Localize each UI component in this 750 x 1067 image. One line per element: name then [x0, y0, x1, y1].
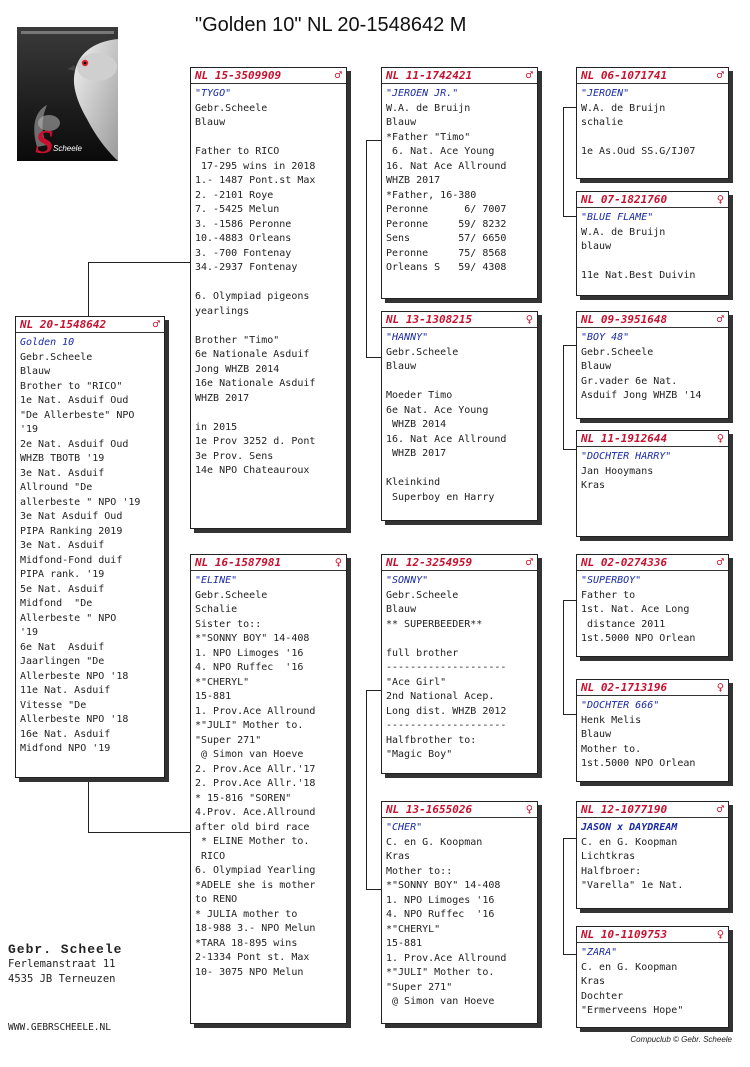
- ring-number: NL 16-1587981: [195, 556, 282, 569]
- ring-number: NL 09-3951648: [581, 313, 668, 326]
- sex-symbol: ♂: [716, 312, 724, 326]
- pedigree-card-father-father: [381, 67, 538, 299]
- connector-line: [563, 345, 577, 346]
- connector-line: [366, 140, 367, 358]
- pedigree-card-mff: [576, 554, 729, 657]
- pigeon-name: "SUPERBOY": [581, 575, 642, 586]
- ring-number: NL 11-1742421: [386, 69, 473, 82]
- sex-symbol: ♀: [716, 192, 724, 206]
- pigeon-name: "BLUE FLAME": [581, 212, 654, 223]
- pedigree-card-mmm: [576, 926, 729, 1028]
- connector-line: [88, 832, 191, 833]
- ring-number: NL 12-1077190: [581, 803, 668, 816]
- pigeon-details: Gebr.Scheele Blauw Father to RICO 17-295 wins in 2018 1.- 1487 Pont.st Max 2. -2101 Roye 7. -5425 Melun 3. -1586 Peronne 10.-4883 Orleans 3. -700 Fontenay 34.-2937 Fontenay 6. Olympiad pigeons yearlings Brother "Timo" 6e Nationale Asduif Jong WHZB 2014 16e Nationale Asduif WHZB 2017 in 2015 1e Prov 3252 d. Pont 3e Prov. Sens 14e NPO Chateauroux: [195, 102, 316, 476]
- ring-number: NL 13-1308215: [386, 313, 473, 326]
- pedigree-card-father: [190, 67, 347, 529]
- owner-name: Gebr. Scheele: [8, 942, 123, 957]
- pigeon-name: "JEROEN": [581, 88, 630, 99]
- sex-symbol: ♀: [716, 431, 724, 445]
- pedigree-card-fmf: [576, 311, 729, 419]
- sex-symbol: ♀: [334, 555, 342, 569]
- sex-symbol: ♂: [716, 802, 724, 816]
- pigeon-name: "HANNY": [386, 332, 429, 343]
- footer-credit: Compuclub © Gebr. Scheele: [630, 1035, 732, 1044]
- pigeon-details: Father to 1st. Nat. Ace Long distance 2011 1st.5000 NPO Orlean: [581, 589, 696, 644]
- sex-symbol: ♂: [716, 68, 724, 82]
- connector-line: [88, 262, 191, 263]
- pigeon-name: JASON x DAYDREAM: [581, 822, 678, 833]
- connector-line: [563, 600, 564, 715]
- connector-line: [366, 690, 382, 691]
- pigeon-name: "BOY 48": [581, 332, 630, 343]
- ring-number: NL 02-0274336: [581, 556, 668, 569]
- connector-line: [366, 357, 382, 358]
- owner-address-city: 4535 JB Terneuzen: [8, 973, 116, 985]
- connector-line: [366, 690, 367, 890]
- sex-symbol: ♂: [525, 555, 533, 569]
- connector-line: [563, 449, 577, 450]
- connector-line: [563, 600, 577, 601]
- ring-number: NL 11-1912644: [581, 432, 668, 445]
- sex-symbol: ♀: [716, 680, 724, 694]
- ring-number: NL 06-1071741: [581, 69, 668, 82]
- pigeon-name: "SONNY": [386, 575, 429, 586]
- pigeon-name: "JEROEN JR.": [386, 88, 459, 99]
- ring-number: NL 13-1655026: [386, 803, 473, 816]
- pigeon-name: Golden 10: [20, 337, 75, 348]
- svg-text:S: S: [35, 124, 54, 161]
- pigeon-details: Gebr.Scheele Schalie Sister to:: *"SONNY BOY" 14-408 1. NPO Limoges '16 4. NPO Ruffec '16 *"CHERYL" 15-881 1. Prov.Ace Allround *"JULI" Mother to. "Super 271" @ Simon van Hoeve 2. Prov.Ace Allr.'17 2. Prov.Ace Allr.'18 * 15-816 "SOREN" 4.Prov. Ace.Allround after old bird race * ELINE Mother to. RICO 6. Olympiad Yearling *ADELE she is mother to RENO * JULIA mother to 18-988 3.- NPO Melun *TARA 18-895 wins 2-1334 Pont st. Max 10- 3075 NPO Melun: [195, 589, 316, 978]
- pedigree-card-mother-father: [381, 554, 538, 774]
- ring-number: NL 07-1821760: [581, 193, 668, 206]
- pigeon-details: Gebr.Scheele Blauw Brother to "RICO" 1e Nat. Asduif Oud "De Allerbeste" NPO '19 2e Nat. Asduif Oud WHZB TBOTB '19 3e Nat. Asduif Allround "De allerbeste " NPO '19 3e Nat Asduif Oud PIPA Ranking 2019 3e Nat. Asduif Midfond-Fond duif PIPA rank. '19 5e Nat. Asduif Midfond "De Allerbeste " NPO '19 6e Nat Asduif Jaarlingen "De Allerbeste NPO '18 11e Nat. Asduif Vitesse "De Allerbeste NPO '18 16e Nat. Asduif Midfond NPO '19: [20, 351, 141, 754]
- connector-line: [88, 262, 89, 318]
- connector-line: [563, 107, 577, 108]
- connector-line: [563, 107, 564, 217]
- pigeon-logo: [17, 27, 118, 161]
- pigeon-details: C. en G. Koopman Lichtkras Halfbroer: "Varella" 1e Nat.: [581, 836, 684, 891]
- ring-number: NL 15-3509909: [195, 69, 282, 82]
- pedigree-card-mmf: [576, 801, 729, 909]
- pedigree-card-mfm: [576, 679, 729, 782]
- connector-line: [366, 889, 382, 890]
- connector-line: [88, 776, 89, 833]
- ring-number: NL 12-3254959: [386, 556, 473, 569]
- connector-line: [366, 140, 382, 141]
- pigeon-details: W.A. de Bruijn blauw 11e Nat.Best Duivin: [581, 226, 696, 281]
- ring-number: NL 20-1548642: [20, 318, 107, 331]
- website-link[interactable]: WWW.GEBRSCHEELE.NL: [8, 1022, 111, 1033]
- sex-symbol: ♀: [716, 927, 724, 941]
- pedigree-card-mother-mother: [381, 801, 538, 1024]
- pigeon-name: "TYGO": [195, 88, 232, 99]
- pigeon-details: C. en G. Koopman Kras Dochter "Ermerveens Hope": [581, 961, 684, 1016]
- pedigree-title: "Golden 10" NL 20-1548642 M: [195, 14, 467, 36]
- connector-line: [563, 714, 577, 715]
- pigeon-name: "ELINE": [195, 575, 238, 586]
- sex-symbol: ♂: [334, 68, 342, 82]
- pigeon-details: W.A. de Bruijn schalie 1e As.Oud SS.G/IJ07: [581, 102, 696, 157]
- sex-symbol: ♂: [152, 317, 160, 331]
- pigeon-name: "CHER": [386, 822, 423, 833]
- pedigree-card-fff: [576, 67, 729, 179]
- ring-number: NL 02-1713196: [581, 681, 668, 694]
- pedigree-card-ffm: [576, 191, 729, 296]
- pedigree-card-fmm: [576, 430, 729, 537]
- connector-line: [563, 954, 577, 955]
- owner-info: [8, 942, 122, 987]
- connector-line: [563, 216, 577, 217]
- logo-text: Scheele: [53, 144, 82, 153]
- pigeon-details: Jan Hooymans Kras: [581, 465, 654, 491]
- sex-symbol: ♀: [525, 312, 533, 326]
- pigeon-details: C. en G. Koopman Kras Mother to:: *"SONNY BOY" 14-408 1. NPO Limoges '16 4. NPO Ruffec '16 *"CHERYL" 15-881 1. Prov.Ace Allround *"JULI" Mother to. "Super 271" @ Simon van Hoeve: [386, 836, 507, 1007]
- pedigree-card-father-mother: [381, 311, 538, 521]
- pigeon-name: "ZARA": [581, 947, 618, 958]
- ring-number: NL 10-1109753: [581, 928, 668, 941]
- pigeon-details: Gebr.Scheele Blauw ** SUPERBEEDER** full brother -------------------- "Ace Girl" 2nd National Acep. Long dist. WHZB 2012 -------------------- Halfbrother to: "Magic Boy": [386, 589, 507, 760]
- connector-line: [563, 345, 564, 450]
- connector-line: [563, 838, 564, 955]
- owner-address-street: Ferlemanstraat 11: [8, 958, 116, 970]
- sex-symbol: ♂: [716, 555, 724, 569]
- sex-symbol: ♂: [525, 68, 533, 82]
- pigeon-details: Henk Melis Blauw Mother to. 1st.5000 NPO Orlean: [581, 714, 696, 769]
- pigeon-name: "DOCHTER HARRY": [581, 451, 672, 462]
- pigeon-name: "DOCHTER 666": [581, 700, 660, 711]
- pedigree-card-mother: [190, 554, 347, 1024]
- pigeon-details: Gebr.Scheele Blauw Moeder Timo 6e Nat. Ace Young WHZB 2014 16. Nat Ace Allround WHZB 2017 Kleinkind Superboy en Harry: [386, 346, 507, 503]
- sex-symbol: ♀: [525, 802, 533, 816]
- pigeon-details: W.A. de Bruijn Blauw *Father "Timo" 6. Nat. Ace Young 16. Nat Ace Allround WHZB 2017 *Father, 16-380 Peronne 6/ 7007 Peronne 59/ 8232 Sens 57/ 6650 Peronne 75/ 8568 Orleans S 59/ 4308: [386, 102, 507, 273]
- connector-line: [563, 838, 577, 839]
- pigeon-details: Gebr.Scheele Blauw Gr.vader 6e Nat. Asduif Jong WHZB '14: [581, 346, 702, 401]
- pedigree-card-subject: [15, 316, 165, 778]
